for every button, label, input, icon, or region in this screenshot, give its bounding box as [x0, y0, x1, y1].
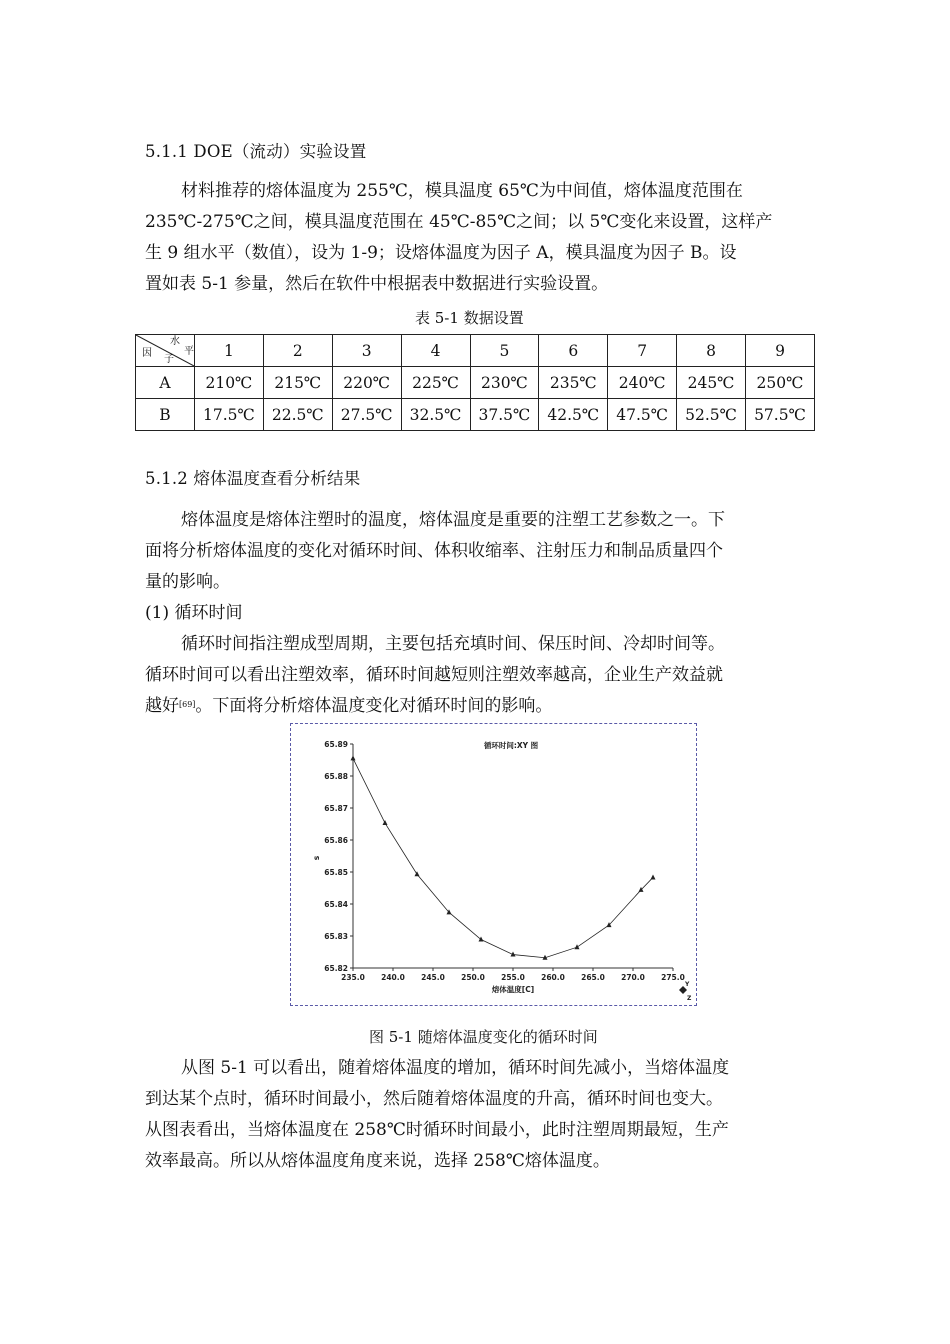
text-line: 循环时间可以看出注塑效率，循环时间越短则注塑效率越高，企业生产效益就	[145, 665, 723, 685]
row-label-cell: B	[136, 399, 195, 431]
table-header-cell: 7	[608, 335, 677, 367]
text-line: 面将分析熔体温度的变化对循环时间、体积收缩率、注射压力和制品质量四个	[145, 541, 723, 561]
table-cell: 32.5℃	[401, 399, 470, 431]
corner-label-level-top: 水	[170, 336, 180, 347]
paragraph-doe-setup	[145, 176, 810, 300]
text-line: 循环时间指注塑成型周期，主要包括充填时间、保压时间、冷却时间等。	[181, 634, 725, 654]
row-label-cell: A	[136, 367, 195, 399]
text-line: 熔体温度是熔体注塑时的温度，熔体温度是重要的注塑工艺参数之一。下	[181, 510, 725, 530]
table-cell: 42.5℃	[539, 399, 608, 431]
table-cell: 215℃	[263, 367, 332, 399]
table-cell: 27.5℃	[332, 399, 401, 431]
text-fragment: 。下面将分析熔体温度变化对循环时间的影响。	[195, 696, 553, 716]
chart-ylabel: s	[312, 855, 321, 861]
table-cell: 52.5℃	[677, 399, 746, 431]
chart-xlabel: 熔体温度[C]	[491, 985, 535, 994]
text-line: 从图表看出，当熔体温度在 258℃时循环时间最小，此时注塑周期最短，生产	[145, 1120, 729, 1140]
data-point-marker	[479, 937, 484, 942]
y-tick-label: 65.86	[324, 836, 348, 845]
x-tick-label: 240.0	[381, 973, 405, 982]
chart-canvas	[291, 724, 696, 1005]
table-cell: 235℃	[539, 367, 608, 399]
table-header-cell: 4	[401, 335, 470, 367]
text-line: 效率最高。所以从熔体温度角度来说，选择 258℃熔体温度。	[145, 1151, 610, 1171]
text-line-with-citation	[145, 691, 810, 722]
table-cell: 220℃	[332, 367, 401, 399]
cycle-time-chart	[290, 723, 697, 1006]
x-tick-label: 275.0	[661, 973, 685, 982]
y-tick-label: 65.88	[324, 772, 348, 781]
paragraph-melt-temp-intro	[145, 505, 810, 722]
table-cell: 37.5℃	[470, 399, 539, 431]
table-header-cell: 2	[263, 335, 332, 367]
table-header-cell: 8	[677, 335, 746, 367]
table-cell: 240℃	[608, 367, 677, 399]
corner-label-level-right: 平	[184, 346, 194, 357]
text-line: 材料推荐的熔体温度为 255℃，模具温度 65℃为中间值，熔体温度范围在	[181, 181, 743, 201]
table-cell: 22.5℃	[263, 399, 332, 431]
text-line: 到达某个点时，循环时间最小，然后随着熔体温度的升高，循环时间也变大。	[145, 1089, 723, 1109]
axis-marker-z: Z	[687, 995, 692, 1002]
section-heading-doe: 5.1.1 DOE（流动）实验设置	[145, 142, 367, 161]
text-line: 从图 5-1 可以看出，随着熔体温度的增加，循环时间先减小，当熔体温度	[181, 1058, 730, 1078]
x-tick-label: 265.0	[581, 973, 605, 982]
x-tick-label: 260.0	[541, 973, 565, 982]
data-point-marker	[383, 820, 388, 825]
axis-marker-icon	[679, 981, 692, 1002]
x-tick-label: 250.0	[461, 973, 485, 982]
x-tick-label: 255.0	[501, 973, 525, 982]
y-tick-label: 65.84	[324, 900, 348, 909]
table-cell: 47.5℃	[608, 399, 677, 431]
corner-label-factor-bottom: 子	[164, 354, 174, 365]
text-line: 235℃-275℃之间，模具温度范围在 45℃-85℃之间；以 5℃变化来设置，这样产	[145, 212, 773, 232]
text-line: 量的影响。	[145, 572, 230, 592]
x-tick-label: 270.0	[621, 973, 645, 982]
table-cell: 225℃	[401, 367, 470, 399]
data-settings-table	[135, 334, 815, 431]
table-corner-cell	[136, 335, 195, 367]
y-tick-label: 65.87	[324, 804, 348, 813]
data-point-marker	[575, 944, 580, 949]
table-header-cell: 5	[470, 335, 539, 367]
section-heading-melt-temp: 5.1.2 熔体温度查看分析结果	[145, 469, 361, 488]
paragraph-conclusion	[145, 1053, 810, 1177]
table-cell: 250℃	[746, 367, 815, 399]
table-header-cell: 1	[195, 335, 264, 367]
y-tick-label: 65.82	[324, 964, 348, 973]
table-header-cell: 6	[539, 335, 608, 367]
text-fragment: 越好	[145, 696, 179, 716]
table-caption: 表 5-1 数据设置	[415, 309, 524, 327]
subheading-cycle-time: (1) 循环时间	[145, 603, 243, 623]
table-row-factor-b	[136, 399, 815, 431]
table-row-factor-a	[136, 367, 815, 399]
table-cell: 17.5℃	[195, 399, 264, 431]
table-header-cell: 3	[332, 335, 401, 367]
chart-title: 循环时间:XY 图	[483, 741, 539, 750]
table-header-row	[136, 335, 815, 367]
text-line: 生 9 组水平（数值），设为 1-9；设熔体温度为因子 A，模具温度为因子 B。设	[145, 243, 737, 263]
x-tick-label: 235.0	[341, 973, 365, 982]
citation-ref: [69]	[179, 700, 196, 709]
table-cell: 245℃	[677, 367, 746, 399]
y-tick-label: 65.85	[324, 868, 348, 877]
data-point-marker	[651, 874, 656, 879]
table-cell: 230℃	[470, 367, 539, 399]
x-tick-label: 245.0	[421, 973, 445, 982]
table-header-cell: 9	[746, 335, 815, 367]
y-tick-label: 65.83	[324, 932, 348, 941]
axis-marker-y: Y	[685, 981, 690, 988]
figure-caption: 图 5-1 随熔体温度变化的循环时间	[369, 1028, 598, 1046]
y-tick-label: 65.89	[324, 740, 348, 749]
data-point-marker	[351, 755, 356, 760]
table-cell: 57.5℃	[746, 399, 815, 431]
series-line-cycle-time	[353, 758, 653, 957]
table-cell: 210℃	[195, 367, 264, 399]
corner-label-factor-left: 因	[142, 348, 152, 359]
text-line: 置如表 5-1 参量，然后在软件中根据表中数据进行实验设置。	[145, 274, 609, 294]
